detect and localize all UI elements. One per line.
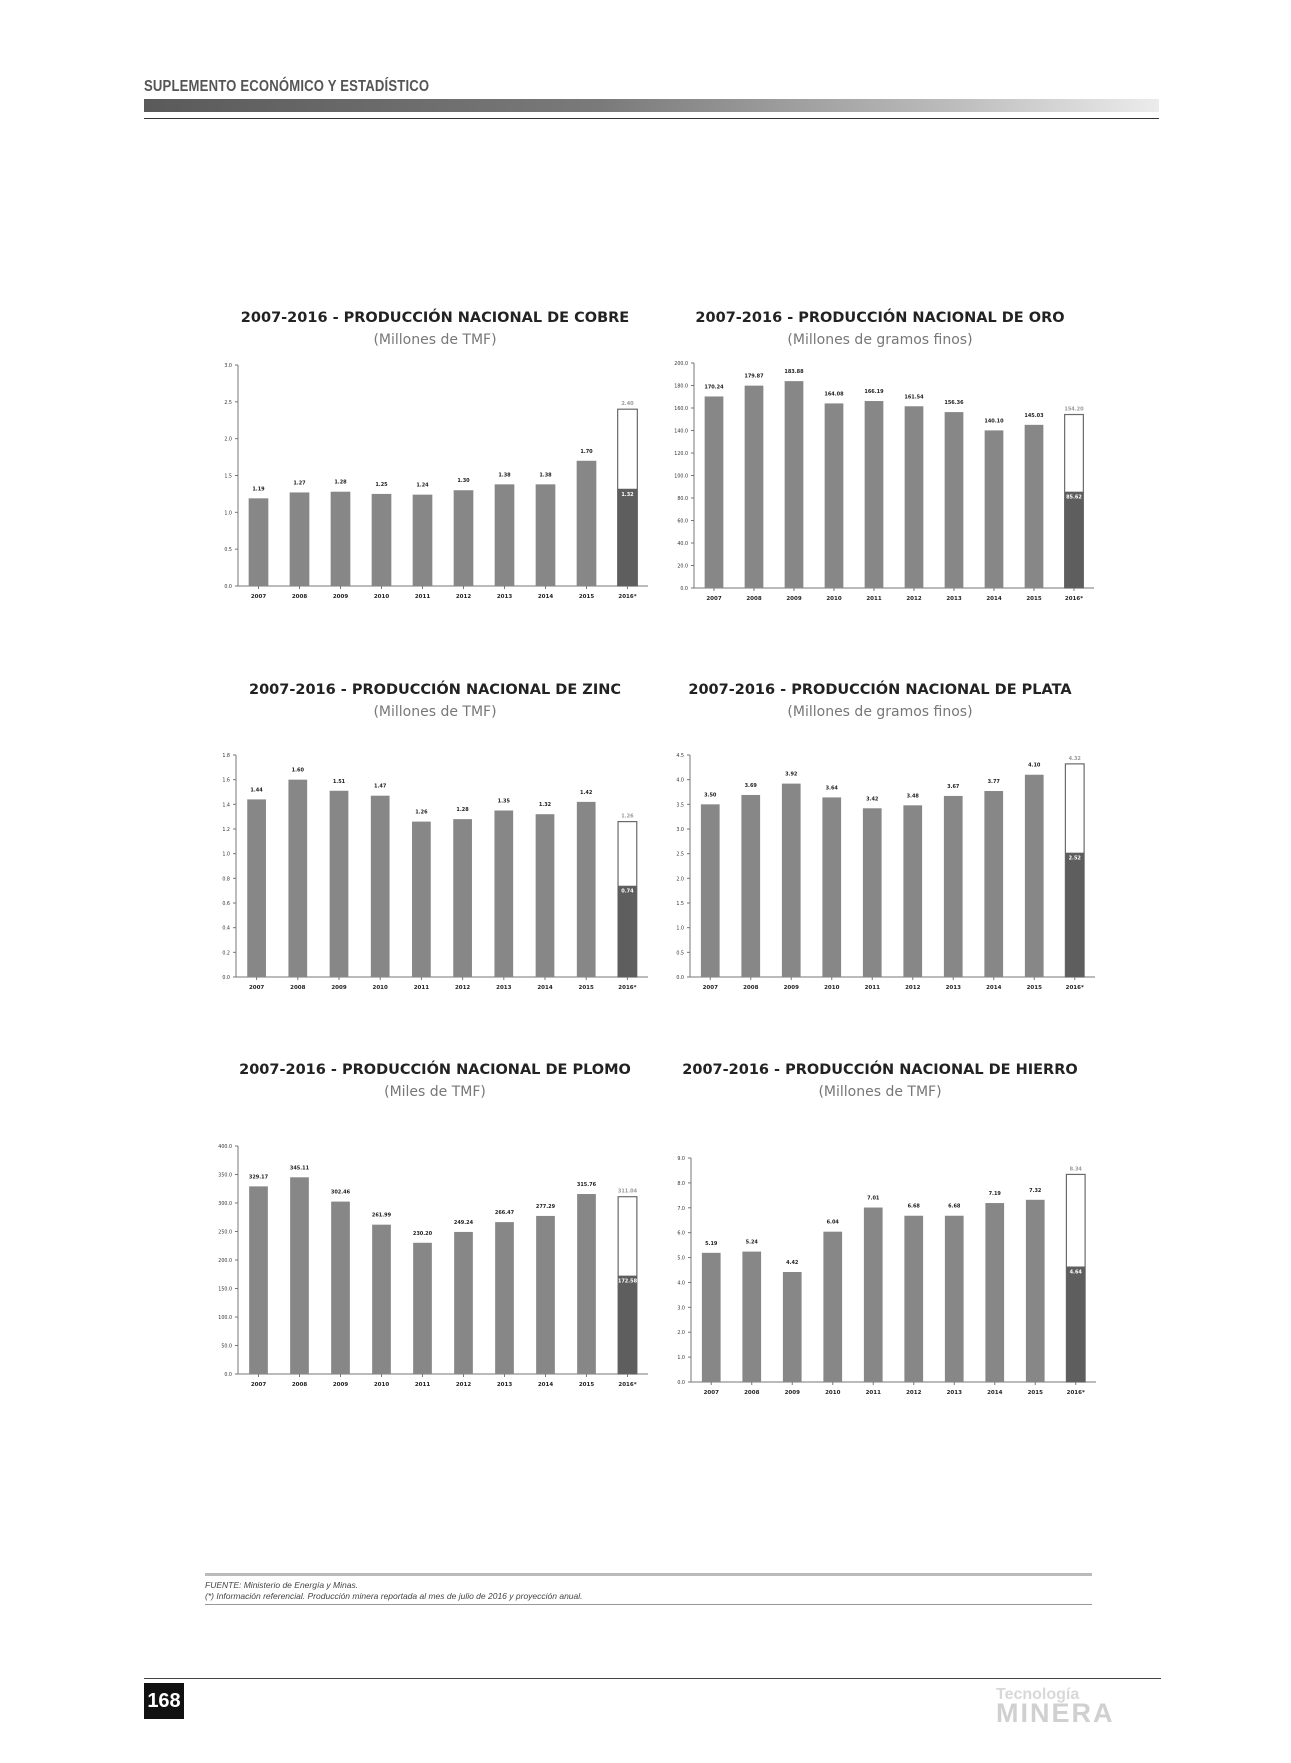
- bar: [825, 403, 844, 588]
- y-tick-label: 0.0: [224, 1373, 232, 1378]
- x-tick-label: 2012: [454, 985, 471, 991]
- y-tick-label: 1.0: [676, 926, 684, 932]
- bar-value-label: 1.38: [498, 472, 511, 479]
- chart-subtitle: (Millones de TMF): [373, 332, 497, 348]
- y-tick-label: 100.0: [218, 1316, 232, 1321]
- bar-2016-partial-label: 2.52: [1068, 855, 1081, 862]
- chart-zinc: [220, 682, 650, 992]
- logo-tecnologia: Tecnología: [996, 1686, 1080, 1703]
- x-tick-label: 2008: [291, 1382, 308, 1388]
- chart-plomo: [220, 1062, 650, 1402]
- y-tick-label: 1.5: [676, 902, 684, 907]
- bar-value-label: 183.88: [784, 369, 804, 376]
- logo-minera: MINERA: [996, 1698, 1115, 1728]
- x-tick-label: 2014: [986, 985, 1002, 991]
- y-tick-label: 6.0: [677, 1231, 685, 1237]
- x-tick-label: 2016*: [618, 1382, 637, 1388]
- bar: [330, 791, 349, 977]
- y-tick-label: 60.0: [677, 519, 688, 525]
- bar: [742, 1252, 761, 1382]
- bar: [536, 814, 555, 977]
- y-tick-label: 0.5: [224, 548, 232, 554]
- x-tick-label: 2013: [496, 985, 512, 991]
- bar: [413, 495, 433, 586]
- x-tick-label: 2013: [945, 985, 961, 991]
- y-tick-label: 0.8: [222, 877, 230, 883]
- chart-title: 2007-2016 - PRODUCCIÓN NACIONAL DE ORO: [695, 310, 1065, 326]
- bar-value-label: 1.47: [374, 783, 387, 790]
- y-tick-label: 4.0: [676, 778, 684, 784]
- x-tick-label: 2015: [1027, 1390, 1043, 1396]
- bar-value-label: 1.44: [250, 787, 263, 794]
- bar-2016-partial: [618, 1276, 637, 1374]
- x-tick-label: 2015: [578, 1382, 595, 1388]
- chart-subtitle: (Miles de TMF): [384, 1084, 486, 1100]
- bar: [453, 819, 472, 977]
- chart-subtitle: (Millones de TMF): [818, 1084, 942, 1100]
- header-gradient-bar: [144, 99, 1159, 112]
- y-tick-label: 3.0: [224, 364, 232, 369]
- bar: [495, 1222, 514, 1374]
- y-tick-label: 0.0: [224, 585, 232, 590]
- bar-value-label: 3.42: [866, 796, 879, 803]
- y-tick-label: 1.0: [222, 852, 230, 858]
- x-tick-label: 2011: [414, 1382, 431, 1388]
- bar-value-label: 156.36: [944, 400, 964, 407]
- bar: [454, 490, 474, 586]
- bar-value-label: 3.50: [704, 792, 717, 799]
- chart-plomo-svg: [220, 1062, 650, 1402]
- bar-value-label: 1.30: [457, 478, 470, 485]
- bar-value-label: 315.76: [576, 1182, 597, 1189]
- bar-value-label: 266.47: [494, 1210, 515, 1217]
- chart-plata-svg: [660, 682, 1100, 992]
- bar: [944, 796, 963, 977]
- y-tick-label: 180.0: [674, 384, 688, 390]
- x-tick-label: 2009: [784, 1390, 800, 1396]
- bar-value-label: 345.11: [289, 1165, 310, 1172]
- bar-value-label: 154.20: [1064, 406, 1084, 413]
- x-tick-label: 2009: [332, 594, 349, 600]
- x-tick-label: 2013: [496, 1382, 513, 1388]
- x-tick-label: 2010: [824, 985, 840, 991]
- x-tick-label: 2014: [537, 1382, 554, 1388]
- x-tick-label: 2014: [986, 596, 1002, 602]
- bar-value-label: 1.25: [375, 481, 388, 488]
- bar-2016-partial-label: 1.32: [621, 491, 634, 498]
- bar-2016-partial: [618, 489, 638, 586]
- x-tick-label: 2015: [1026, 985, 1042, 991]
- x-tick-label: 2007: [706, 596, 722, 602]
- bar: [288, 780, 307, 977]
- chart-title: 2007-2016 - PRODUCCIÓN NACIONAL DE PLOMO: [239, 1062, 631, 1078]
- y-tick-label: 9.0: [677, 1157, 685, 1162]
- x-tick-label: 2011: [866, 596, 882, 602]
- chart-subtitle: (Millones de gramos finos): [787, 704, 973, 720]
- bar: [577, 1194, 596, 1374]
- bar-value-label: 4.10: [1028, 762, 1041, 769]
- bar-value-label: 3.67: [947, 783, 960, 790]
- bar-2016-partial: [1065, 492, 1084, 588]
- bar: [985, 430, 1004, 588]
- y-tick-label: 350.0: [218, 1173, 232, 1179]
- bar-value-label: 1.28: [334, 479, 347, 486]
- y-tick-label: 200.0: [218, 1259, 232, 1264]
- bar-2016-partial-label: 172.58: [617, 1278, 638, 1285]
- y-tick-label: 40.0: [677, 542, 688, 547]
- x-tick-label: 2009: [332, 1382, 349, 1388]
- bar-value-label: 1.38: [539, 472, 552, 479]
- bar: [903, 805, 922, 977]
- bar-value-label: 2.40: [621, 401, 634, 408]
- bar: [249, 1186, 268, 1374]
- bar: [705, 396, 724, 588]
- bar: [577, 461, 597, 586]
- x-tick-label: 2010: [373, 594, 390, 600]
- footer-rule: [144, 1678, 1161, 1679]
- x-tick-label: 2007: [703, 1390, 719, 1396]
- x-tick-label: 2015: [578, 594, 595, 600]
- bar-value-label: 230.20: [412, 1230, 433, 1237]
- bar: [864, 1208, 883, 1382]
- x-tick-label: 2009: [783, 985, 799, 991]
- bar-value-label: 7.01: [867, 1195, 880, 1202]
- x-tick-label: 2007: [248, 985, 265, 991]
- x-tick-label: 2008: [746, 596, 762, 602]
- chart-plata: [660, 682, 1100, 992]
- x-tick-label: 2012: [906, 1390, 922, 1396]
- y-tick-label: 0.0: [676, 976, 684, 981]
- x-tick-label: 2009: [331, 985, 347, 991]
- y-tick-label: 100.0: [674, 474, 688, 480]
- bar-value-label: 249.24: [453, 1219, 474, 1226]
- bar-value-label: 329.17: [248, 1174, 269, 1181]
- bar-value-label: 261.99: [371, 1212, 392, 1219]
- y-tick-label: 1.6: [222, 778, 230, 784]
- bar: [371, 796, 390, 977]
- chart-title: 2007-2016 - PRODUCCIÓN NACIONAL DE PLATA: [688, 682, 1072, 698]
- footnote-rule-top: [205, 1573, 1092, 1576]
- bar-value-label: 164.08: [824, 391, 844, 398]
- bar-value-label: 277.29: [535, 1203, 556, 1210]
- bar-value-label: 6.68: [907, 1203, 920, 1210]
- x-tick-label: 2011: [865, 1390, 881, 1396]
- y-tick-label: 0.4: [222, 926, 230, 932]
- bar: [782, 784, 801, 977]
- bar: [785, 381, 804, 588]
- bar: [945, 1216, 964, 1382]
- bar: [783, 1272, 802, 1382]
- x-tick-label: 2010: [825, 1390, 841, 1396]
- bar: [1026, 1200, 1045, 1382]
- bar: [372, 494, 392, 586]
- chart-zinc-svg: [220, 682, 650, 992]
- y-tick-label: 400.0: [218, 1145, 232, 1150]
- bar: [494, 811, 513, 978]
- bar-value-label: 6.04: [826, 1219, 839, 1226]
- footnote-source: FUENTE: Ministerio de Energía y Minas.: [205, 1580, 359, 1590]
- bar: [1025, 425, 1044, 588]
- bar: [945, 412, 964, 588]
- bar: [495, 484, 515, 586]
- bar: [536, 1216, 555, 1374]
- y-tick-label: 1.0: [224, 511, 232, 517]
- bar-value-label: 179.87: [744, 373, 764, 380]
- x-tick-label: 2008: [291, 594, 308, 600]
- bar-value-label: 1.19: [252, 486, 265, 493]
- x-tick-label: 2013: [946, 1390, 962, 1396]
- chart-subtitle: (Millones de gramos finos): [787, 332, 973, 348]
- chart-oro-svg: [660, 310, 1100, 620]
- chart-subtitle: (Millones de TMF): [373, 704, 497, 720]
- bar: [454, 1232, 473, 1374]
- y-tick-label: 20.0: [677, 564, 688, 570]
- y-tick-label: 1.4: [222, 803, 230, 809]
- y-tick-label: 80.0: [677, 497, 688, 502]
- y-tick-label: 7.0: [677, 1206, 685, 1212]
- y-tick-label: 3.0: [676, 828, 684, 833]
- bar-2016-partial-label: 0.74: [621, 888, 634, 895]
- bar: [247, 799, 266, 977]
- y-tick-label: 4.0: [677, 1281, 685, 1287]
- y-tick-label: 4.5: [676, 754, 684, 759]
- bar-value-label: 1.26: [415, 809, 428, 816]
- x-tick-label: 2016*: [1066, 1390, 1085, 1396]
- x-tick-label: 2016*: [618, 985, 637, 991]
- bar-value-label: 166.19: [864, 389, 884, 396]
- x-tick-label: 2009: [786, 596, 802, 602]
- x-tick-label: 2014: [987, 1390, 1003, 1396]
- bar-value-label: 1.32: [538, 802, 552, 809]
- y-tick-label: 0.0: [222, 976, 230, 981]
- y-tick-label: 5.0: [677, 1256, 685, 1262]
- footnote-note: (*) Información referencial. Producción minera reportada al mes de julio de 2016 y proyección anual.: [205, 1591, 583, 1601]
- x-tick-label: 2016*: [1064, 596, 1084, 602]
- bar-value-label: 3.69: [744, 782, 757, 789]
- bar: [745, 386, 764, 588]
- bar: [290, 1177, 309, 1374]
- bar: [536, 484, 556, 586]
- chart-title: 2007-2016 - PRODUCCIÓN NACIONAL DE HIERRO: [682, 1062, 1078, 1078]
- bar: [249, 498, 269, 586]
- bar-value-label: 1.35: [497, 798, 510, 805]
- x-tick-label: 2012: [455, 594, 472, 600]
- x-tick-label: 2015: [578, 985, 594, 991]
- y-tick-label: 2.0: [676, 877, 684, 883]
- page-number: 168: [144, 1683, 184, 1719]
- bar-value-label: 6.68: [948, 1203, 961, 1210]
- y-tick-label: 3.0: [677, 1306, 685, 1312]
- y-tick-label: 2.5: [676, 852, 684, 858]
- x-tick-label: 2008: [743, 985, 759, 991]
- bar-value-label: 3.48: [906, 793, 919, 800]
- bar: [290, 492, 310, 586]
- header-rule: [144, 118, 1159, 119]
- y-tick-label: 3.5: [676, 803, 684, 809]
- bar-value-label: 4.42: [786, 1259, 799, 1266]
- bar-value-label: 140.10: [984, 418, 1004, 425]
- bar-2016-partial: [1066, 1267, 1085, 1382]
- bar: [331, 1202, 350, 1374]
- x-tick-label: 2012: [455, 1382, 472, 1388]
- x-tick-label: 2010: [373, 1382, 390, 1388]
- y-tick-label: 0.0: [677, 1381, 685, 1386]
- header-title: SUPLEMENTO ECONÓMICO Y ESTADÍSTICO: [144, 78, 430, 95]
- bar: [702, 1253, 721, 1382]
- bar: [577, 802, 596, 977]
- bar-value-label: 302.46: [330, 1189, 351, 1196]
- bar: [331, 492, 351, 586]
- bar-value-label: 1.51: [332, 778, 346, 785]
- y-tick-label: 1.5: [224, 474, 232, 480]
- bar-value-label: 3.77: [987, 779, 1000, 786]
- bar-value-label: 170.24: [704, 384, 724, 391]
- bar-value-label: 7.32: [1029, 1187, 1042, 1194]
- bar-2016-partial-label: 85.62: [1066, 494, 1082, 501]
- chart-oro: [660, 310, 1100, 620]
- bar-2016-partial: [1065, 853, 1084, 977]
- bar: [822, 797, 841, 977]
- x-tick-label: 2011: [414, 594, 431, 600]
- bar: [1025, 775, 1044, 977]
- y-tick-label: 2.0: [677, 1331, 685, 1337]
- bar: [904, 1216, 923, 1382]
- y-tick-label: 1.8: [222, 754, 230, 759]
- x-tick-label: 2010: [826, 596, 842, 602]
- x-tick-label: 2007: [250, 594, 267, 600]
- x-tick-label: 2015: [1026, 596, 1042, 602]
- x-tick-label: 2012: [905, 985, 921, 991]
- y-tick-label: 300.0: [218, 1202, 232, 1207]
- y-tick-label: 2.5: [224, 400, 232, 406]
- bar-value-label: 161.54: [904, 394, 924, 401]
- y-tick-label: 200.0: [674, 362, 688, 367]
- bar-value-label: 5.19: [705, 1240, 718, 1247]
- chart-cobre: [220, 310, 650, 620]
- bar-value-label: 1.27: [293, 480, 306, 487]
- bar: [823, 1232, 842, 1382]
- bar: [905, 406, 924, 588]
- bar: [372, 1225, 391, 1374]
- bar-value-label: 145.03: [1024, 412, 1044, 419]
- y-tick-label: 50.0: [221, 1344, 232, 1350]
- bar: [741, 795, 760, 977]
- footnote-rule-bottom: [205, 1604, 1092, 1605]
- x-tick-label: 2016*: [1065, 985, 1084, 991]
- bar-value-label: 1.60: [291, 767, 304, 774]
- chart-hierro-svg: [660, 1062, 1100, 1402]
- y-tick-label: 1.0: [677, 1356, 685, 1362]
- chart-title: 2007-2016 - PRODUCCIÓN NACIONAL DE ZINC: [248, 682, 621, 698]
- x-tick-label: 2010: [372, 985, 388, 991]
- bar-value-label: 7.19: [988, 1191, 1001, 1198]
- y-tick-label: 0.6: [222, 902, 230, 907]
- chart-hierro: [660, 1062, 1100, 1402]
- y-tick-label: 120.0: [674, 452, 688, 457]
- y-tick-label: 8.0: [677, 1181, 685, 1187]
- x-tick-label: 2013: [946, 596, 962, 602]
- x-tick-label: 2016*: [618, 594, 637, 600]
- y-tick-label: 0.0: [680, 587, 688, 592]
- x-tick-label: 2007: [702, 985, 718, 991]
- chart-title: 2007-2016 - PRODUCCIÓN NACIONAL DE COBRE: [240, 310, 630, 326]
- y-tick-label: 140.0: [674, 429, 688, 435]
- bar-value-label: 1.24: [416, 482, 429, 489]
- y-tick-label: 160.0: [674, 407, 688, 412]
- x-tick-label: 2012: [906, 596, 922, 602]
- bar: [412, 822, 431, 977]
- bar-value-label: 1.42: [580, 789, 593, 796]
- x-tick-label: 2008: [290, 985, 306, 991]
- x-tick-label: 2014: [537, 985, 553, 991]
- y-tick-label: 2.0: [224, 437, 232, 443]
- bar-2016-partial-label: 4.64: [1069, 1269, 1082, 1276]
- bar-value-label: 3.64: [825, 785, 838, 792]
- chart-cobre-svg: [220, 310, 650, 620]
- x-tick-label: 2011: [864, 985, 880, 991]
- bar-value-label: 5.24: [745, 1239, 758, 1246]
- bar: [984, 791, 1003, 977]
- x-tick-label: 2014: [537, 594, 554, 600]
- bar: [863, 808, 882, 977]
- y-tick-label: 150.0: [218, 1287, 232, 1293]
- x-tick-label: 2008: [744, 1390, 760, 1396]
- bar: [701, 804, 720, 977]
- bar-value-label: 4.32: [1068, 755, 1081, 762]
- x-tick-label: 2013: [496, 594, 513, 600]
- x-tick-label: 2011: [413, 985, 430, 991]
- bar: [413, 1243, 432, 1374]
- y-tick-label: 1.2: [222, 828, 230, 833]
- bar: [865, 401, 884, 588]
- bar-value-label: 1.70: [580, 448, 593, 455]
- bar-value-label: 311.04: [617, 1188, 638, 1195]
- bar: [985, 1203, 1004, 1382]
- x-tick-label: 2007: [250, 1382, 267, 1388]
- bar-2016-partial: [618, 886, 637, 977]
- bar-value-label: 1.26: [621, 813, 634, 820]
- y-tick-label: 0.2: [222, 951, 230, 957]
- bar-value-label: 1.28: [456, 807, 469, 814]
- bar-value-label: 3.92: [785, 771, 798, 778]
- y-tick-label: 0.5: [676, 951, 684, 957]
- bar-value-label: 8.34: [1069, 1166, 1082, 1173]
- y-tick-label: 250.0: [218, 1230, 232, 1236]
